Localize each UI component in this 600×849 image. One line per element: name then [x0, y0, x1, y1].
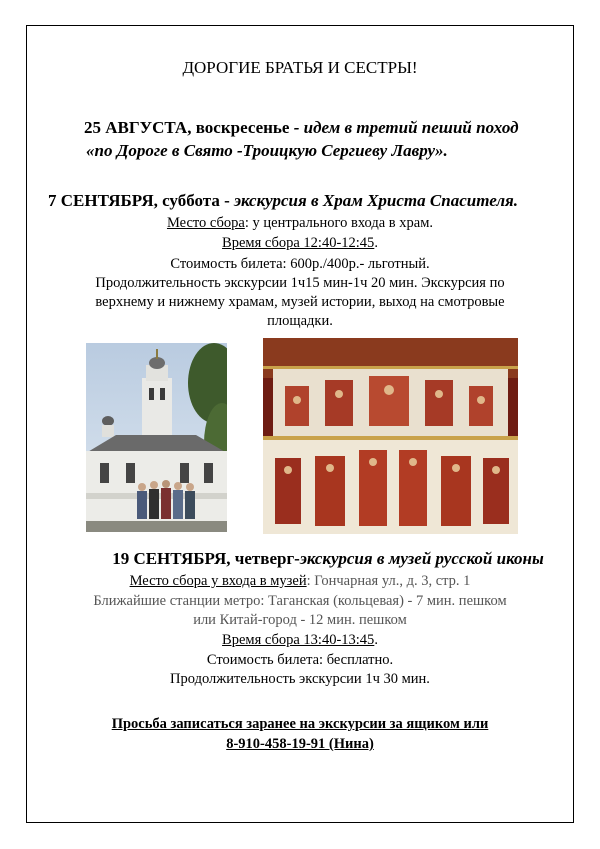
- aug-text-1: идем в третий пеший поход: [303, 118, 519, 137]
- sep7-time: [0, 235, 600, 252]
- signup-phone: 8-910-458-19-91 (Нина): [226, 736, 374, 752]
- sep19-place-label: Место сбора у входа в музей: [129, 573, 307, 589]
- sep19-place: [0, 573, 600, 590]
- page-title: ДОРОГИЕ БРАТЬЯ И СЕСТРЫ!: [182, 58, 418, 77]
- sep19-price: Стоимость билета: бесплатно.: [206, 652, 394, 668]
- aug-date: 25 АВГУСТА, воскресенье: [84, 118, 290, 137]
- sep7-time-end: .: [374, 235, 378, 251]
- signup-note-line-1: Просьба записаться заранее на экскурсии за ящиком или: [111, 716, 489, 732]
- aug-line-1: [84, 118, 519, 138]
- sep19-heading: [58, 549, 598, 569]
- sep7-place: [0, 215, 600, 232]
- church-photo: [86, 343, 227, 532]
- sep19-date: 19 СЕНТЯБРЯ, четверг-: [112, 549, 300, 568]
- sep7-date: 7 СЕНТЯБРЯ, суббота: [48, 191, 220, 210]
- sep7-place-value: : у центрального входа в храм.: [244, 215, 434, 231]
- sep7-place-label: Место сбора: [166, 215, 245, 231]
- sep19-time-end: .: [374, 632, 378, 648]
- aug-dash: -: [289, 118, 304, 137]
- iconostasis-photo: [263, 338, 518, 534]
- sep19-metro-2: или Китай-город - 12 мин. пешком: [193, 612, 407, 628]
- sep7-heading: [48, 191, 518, 211]
- sep19-place-value: : Гончарная ул., д. 3, стр. 1: [306, 573, 471, 589]
- sep19-metro-1: Ближайшие станции метро: Таганская (кольцевая) - 7 мин. пешком: [93, 593, 507, 609]
- sep19-duration: Продолжительность экскурсии 1ч 30 мин.: [170, 671, 430, 687]
- sep7-desc-3: площадки.: [267, 313, 333, 329]
- sep19-time: [0, 632, 600, 649]
- sep7-desc-2: верхнему и нижнему храмам, музей истории, выход на смотровые: [95, 294, 505, 310]
- sep7-dash: -: [219, 191, 234, 210]
- sep7-price: Стоимость билета: 600р./400р.- льготный.: [170, 256, 430, 272]
- sep19-time-value: Время сбора 13:40-13:45: [222, 632, 375, 648]
- sep7-time-value: Время сбора 12:40-12:45: [222, 235, 375, 251]
- aug-line-2: «по Дороге в Свято -Троицкую Сергиеву Лавру».: [86, 141, 448, 160]
- sep19-text: экскурсия в музей русской иконы: [299, 549, 544, 568]
- sep7-duration: Продолжительность экскурсии 1ч15 мин-1ч 20 мин. Экскурсия по: [95, 275, 505, 291]
- sep7-text: экскурсия в Храм Христа Спасителя.: [234, 191, 519, 210]
